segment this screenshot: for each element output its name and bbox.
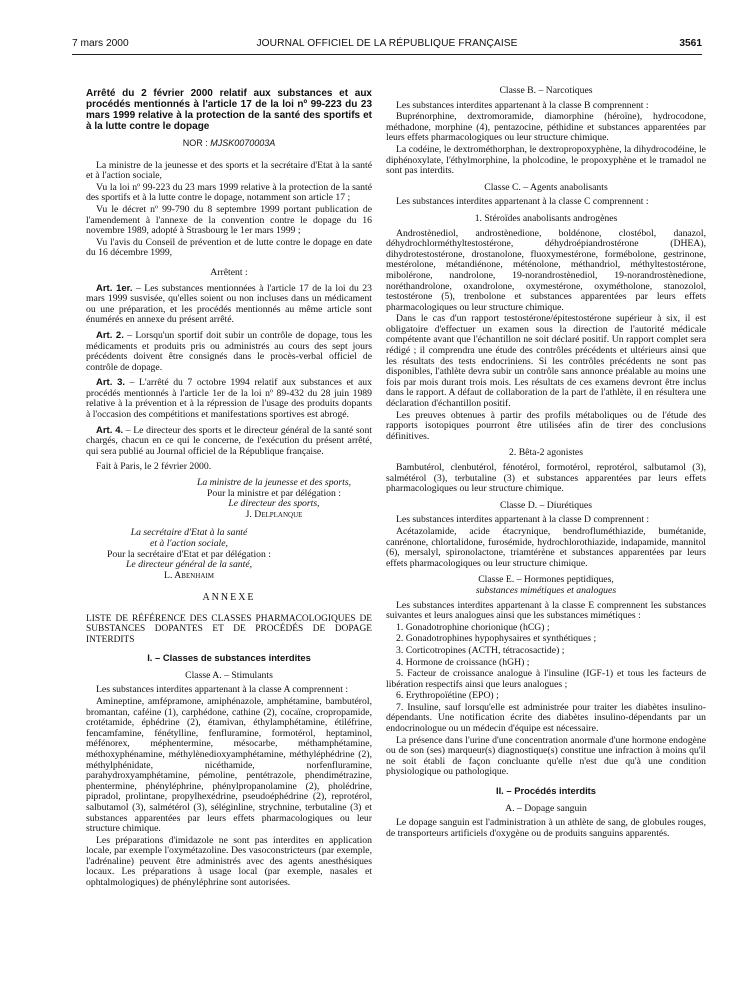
page-header (72, 38, 702, 52)
classe-e-heading: Classe E. – Hormones peptidiques, (478, 574, 614, 586)
classe-d-intro: Les substances interdites appartenant à la classe D comprennent : (396, 514, 650, 526)
list-item: 5. Facteur de croissance analogue à l'insuline (IGF-1) et tous les facteurs de libération respectifs ainsi que leurs analogues ; (386, 668, 706, 690)
arretent-heading: Arrêtent : (210, 266, 248, 278)
classe-c-preuves: Les preuves obtenues à partir des profils métaboliques ou de l'étude des rapports isotopiques pourront être utilisées afin de tirer des conclusions définitives. (386, 409, 706, 442)
article-3-text: – L'arrêté du 7 octobre 1994 relatif aux substances et aux procédés mentionnés à l'article 1er de la loi nº 89-432 du 28 juin 1989 relative à la prévention et à la répression de l'usage des produits dopants à l'occasion des compétitions et manifestations sportives est abrogé. (86, 377, 372, 421)
section-1-heading: I. – Classes de substances interdites (147, 652, 311, 664)
classe-b-list: Buprénorphine, dextromoramide, diamorphine (héroïne), hydrocodone, méthadone, morphine (4), pentazocine, péthidine et substances apparentées par leurs effets pharmacologiques ou leur structure chimique. (386, 111, 706, 144)
classe-c-ratio: Dans le cas d'un rapport testostérone/épitestostérone supérieur à six, il est obligatoire d'effectuer un examen sous la direction de l'autorité médicale compétente avant que l'échantillon ne soit déclaré positif. Un rapport complet sera rédigé ; il comprendra une étude des contrôles précédents et ultérieurs ainsi que les résultats des tests endocriniens. Si les contrôles précédents ne sont pas disponibles, l'athlète devra subir un contrôle sans annonce préalable au moins une fois par mois durant trois mois. Les résultats de ces examens devront être inclus dans le rapport. A défaut de collaboration de la part de l'athlète, il en résultera une déclaration d'échantillon positif. (386, 313, 706, 410)
article-3-label: Art. 3. (96, 377, 126, 389)
annexe-title: LISTE DE RÉFÉRENCE DES CLASSES PHARMACOLOGIQUES DE SUBSTANCES DOPANTES ET DE PROCÉDÉS DE DOPAGE INTERDITS (86, 613, 372, 645)
nor-reference (86, 138, 372, 149)
nor-label: NOR : (182, 138, 211, 148)
list-item: 6. Erythropoïétine (EPO) ; (396, 690, 499, 702)
intro-paragraph: Vu la loi nº 99-223 du 23 mars 1999 relative à la protection de la santé des sportifs et à la lutte contre le dopage, notamment son article 17 ; (86, 181, 372, 204)
signature-line: La secrétaire d'Etat à la santé (130, 527, 248, 539)
list-item: 7. Insuline, sauf lorsqu'elle est administrée pour traiter les diabètes insulino-dépendants. Une notification écrite des diabètes insulino-dépendants par un endocrinologue ou un médecin d'équipe est nécessaire. (386, 701, 706, 735)
signature-line: Le directeur des sports, (228, 498, 320, 510)
classe-c-sub-1: 1. Stéroïdes anabolisants androgènes (474, 212, 618, 224)
signature-line: et à l'action sociale, (150, 538, 228, 549)
classe-c-sub-2: 2. Bêta-2 agonistes (509, 447, 583, 459)
signatory-name: J. Delplanque (245, 508, 303, 520)
article-2-label: Art. 2. (96, 329, 124, 341)
classe-d-heading: Classe D. – Diurétiques (499, 499, 593, 511)
classe-e-note: La présence dans l'urine d'une concentration anormale d'une hormone endogène ou de son (ses) marqueur(s) diagnostique(s) constitue une infraction à moins qu'il ne soit établi de façon concluante qu'elle n'est due qu'à une condition physiologique ou pathologique. (386, 734, 706, 778)
article-2-text: – Lorsqu'un sportif doit subir un contrôle de dopage, tous les médicaments et produits pris ou administrés au cours des sept jours précédents doivent être consignés dans le procès-verbal officiel de contrôle de dopage. (86, 329, 372, 373)
dopage-sanguin-heading: A. – Dopage sanguin (505, 802, 587, 814)
signature-block-1 (176, 478, 372, 520)
classe-c-heading: Classe C. – Agents anabolisants (484, 181, 608, 193)
intro-paragraph: Vu le décret nº 99-790 du 8 septembre 1999 portant publication de l'amendement à l'annexe de la convention contre le dopage du 16 novembre 1989, adopté à Strasbourg le 1er mars 1999 ; (86, 203, 372, 237)
article-1-label: Art. 1er. (96, 282, 133, 294)
signature-line: Pour la ministre et par délégation : (207, 487, 341, 499)
classe-a-heading: Classe A. – Stimulants (185, 669, 273, 681)
classe-a-note: Les préparations d'imidazole ne sont pas interdites en application locale, par exemple l'oxymétazoline. Des vasoconstricteurs (par exemple, l'adrénaline) peuvent être administrés avec des agents anesthésiques locaux. Les préparations à usage local (par exemple, nasales et ophtalmologiques) de phényléphrine sont autorisées. (86, 834, 372, 889)
classe-d-list: Acétazolamide, acide étacrynique, bendrofluméthiazide, bumétanide, canrénone, chlortalidone, furosémide, hydrochlorothiazide, indapamide, mannitol (6), mersalyl, spironolactone, triamtérène et substances apparentées par leurs effets pharmacologiques ou leur structure chimique. (386, 525, 706, 569)
header-rule (72, 54, 702, 55)
signatory-name: L. Abenhaim (164, 569, 214, 581)
header-date: 7 mars 2000 (72, 38, 129, 49)
article-1-text: – Les substances mentionnées à l'article 17 de la loi du 23 mars 1999 susvisée, qu'elles soient ou non incluses dans un médicament ou une préparation, et les procédés mentionnés au même article sont énumérés en annexe du présent arrêté. (86, 282, 372, 326)
article-3 (86, 378, 372, 420)
header-page-number: 3561 (679, 38, 702, 49)
classe-c-intro: Les substances interdites appartenant à la classe C comprennent : (396, 196, 649, 208)
beta-agonistes-list: Bambutérol, clenbutérol, fénotérol, formotérol, reprotérol, salbutamol (3), salmétérol (3), terbutaline (3) et substances apparentées par leurs effets pharmacologiques ou leur structure chimique. (386, 462, 706, 495)
article-1 (86, 284, 372, 326)
list-item: 2. Gonadotrophines hypophysaires et synthétiques ; (396, 633, 597, 645)
article-4 (86, 426, 372, 458)
classe-b-note: La codéine, le dextrométhorphan, le dextropropoxyphène, la dihydrocodéine, le diphénoxylate, l'éthylmorphine, la pholcodine, le propoxyphène et le tramadol ne sont pas interdits. (386, 143, 706, 177)
classe-b-heading: Classe B. – Narcotiques (499, 85, 593, 96)
list-item: 1. Gonadotrophine chorionique (hCG) ; (396, 621, 550, 633)
nor-code: MJSK0070003A (210, 138, 276, 148)
classe-e-items (386, 623, 706, 735)
annexe-heading: ANNEXE (202, 592, 256, 604)
signature-line: Le directeur général de la santé, (125, 559, 253, 571)
intro-paragraph: La ministre de la jeunesse et des sports et la secrétaire d'Etat à la santé et à l'action sociale, (86, 159, 372, 182)
intro-paragraph: Vu l'avis du Conseil de prévention et de lutte contre le dopage en date du 16 décembre 1999, (86, 236, 372, 259)
signature-line: Pour la secrétaire d'Etat et par délégation : (107, 548, 271, 560)
classe-a-intro: Les substances interdites appartenant à la classe A comprennent : (96, 684, 349, 696)
signature-line: La ministre de la jeunesse et des sports, (196, 477, 352, 489)
article-4-text: – Le directeur des sports et le directeur général de la santé sont chargés, chacun en ce qui le concerne, de l'exécution du présent arrêté, qui sera publié au Journal officiel de la République française. (86, 424, 372, 457)
list-item: 3. Corticotropines (ACTH, tétracosactide) ; (396, 644, 565, 656)
right-column (386, 80, 706, 840)
classe-e-subheading: substances mimétiques et analogues (475, 584, 617, 596)
classe-a-list: Amineptine, amfépramone, amiphénazole, amphétamine, bambutérol, bromantan, caféine (1), carphédone, cathine (2), cocaïne, cropropamide, crotétamide, éphédrine (2), étamivan, éthylamphétamine, étiléfrine, fencamfamine, fénétylline, fenfluramine, formotérol, heptaminol, méfénorex, méphentermine, mésocarbe, méthamphétamine, méthoxyphénamine, méthylènedioxyamphétamine, méthyléphédrine (2), méthylphénidate, nicéthamide, norfenfluramine, parahydroxyamphétamine, pémoline, pentétrazole, phendimétrazine, phentermine, phényléphrine, phénylpropanolamine (2), pholédrine, pipradol, prolintane, propylhexédrine, pseudoéphédrine (2), reprotérol, salbutamol (3), salmétérol (3), séléginline, strychnine, terbutaline (3) et substances apparentées par leurs effets pharmacologiques ou leur structure chimique. (86, 695, 372, 835)
article-2 (86, 331, 372, 373)
classe-b-intro: Les substances interdites appartenant à la classe B comprennent : (396, 99, 649, 111)
article-4-label: Art. 4. (96, 424, 124, 436)
section-2-heading: II. – Procédés interdits (495, 785, 597, 797)
classe-c-list: Androstènediol, androstènedione, boldénone, clostébol, danazol, déhydrochlorméthyltestostérone, déhydroépiandrostérone (DHEA), dihydrotestostérone, drostanolone, fluoxymestérone, formébolone, gestrinone, mestérolone, métandiénone, méténolone, méthandriol, méthyltestostérone, mibolérone, nandrolone, 19-norandrostènediol, 19-norandrostènedione, noréthandrolone, oxandrolone, oxymestérone, oxymétholone, stanozolol, testostérone (5), trenbolone et substances apparentées par leurs effets pharmacologiques ou leur structure chimique. (386, 227, 706, 313)
left-column (86, 80, 372, 890)
signature-block-2 (86, 528, 292, 581)
dopage-sanguin-text: Le dopage sanguin est l'administration à un athlète de sang, de globules rouges, de transporteurs artificiels d'oxygène ou de produits sanguins apparentés. (386, 817, 706, 839)
decree-title: Arrêté du 2 février 2000 relatif aux substances et aux procédés mentionnés à l'article 17 de la loi nº 99-223 du 23 mars 1999 relative à la protection de la santé des sportifs et à la lutte contre le dopage (86, 88, 372, 132)
header-journal-title: JOURNAL OFFICIEL DE LA RÉPUBLIQUE FRANÇAISE (256, 38, 518, 49)
fait-a-paris: Fait à Paris, le 2 février 2000. (96, 461, 212, 473)
list-item: 4. Hormone de croissance (hGH) ; (396, 656, 530, 668)
classe-e-intro: Les substances interdites appartenant à la classe E comprennent les substances suivantes et leurs analogues ainsi que les substances mimétiques : (386, 599, 706, 622)
